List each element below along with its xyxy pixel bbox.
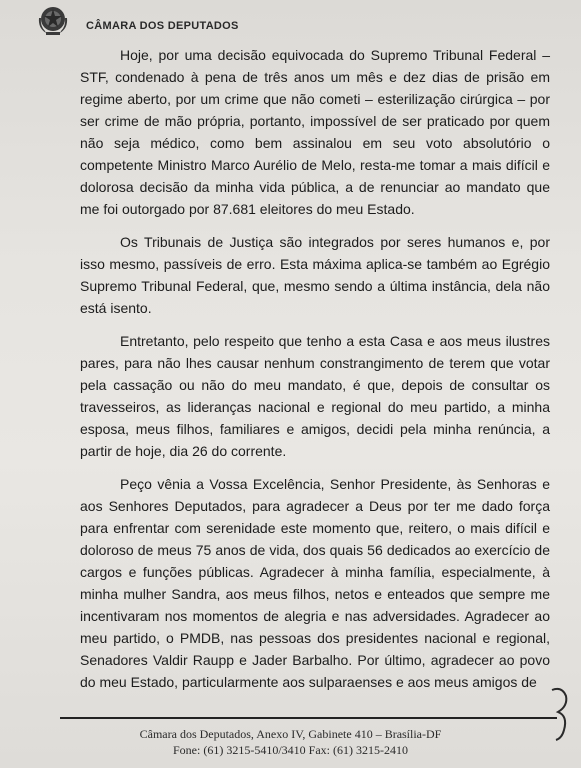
paragraph-4: Peço vênia a Vossa Excelência, Senhor Presidente, às Senhoras e aos Senhores Deputados, para agradecer a Deus por ter me dado força para enfrentar com serenidade este momento que, reitero, o mais difícil e doloroso de meus 75 anos de vida, dos quais 56 dedicados ao exercício de cargos e funções públicas. Agradecer à minha família, especialmente, à minha mulher Sandra, aos meus filhos, netos e enteados que sempre me incentivaram nos momentos de alegria e nas adversidades. Agradecer ao meu partido, o PMDB, nas pessoas dos presidentes nacional e regional, Senadores Valdir Raupp e Jader Barbalho. Por último, agradecer ao povo do meu Estado, particularmente aos sulparaenses e aos meus amigos de	[80, 476, 550, 690]
paragraph-3: Entretanto, pelo respeito que tenho a esta Casa e aos meus ilustres pares, para não lhes causar nenhum constrangimento de terem que votar pela cassação ou não do meu mandato, é que, depois de consultar os travesseiros, as lideranças nacional e regional do meu partido, a minha esposa, meus filhos, familiares e amigos, decidi pela minha renúncia, a partir de hoje, dia 26 do corrente.	[80, 333, 550, 459]
letter-body	[80, 44, 550, 704]
footer-phone: Fone: (61) 3215-5410/3410 Fax: (61) 3215-2410	[173, 743, 408, 757]
header-title: CÂMARA DOS DEPUTADOS	[86, 20, 239, 32]
paragraph-1: Hoje, por uma decisão equivocada do Supremo Tribunal Federal – STF, condenado à pena de três anos um mês e dez dias de prisão em regime aberto, por um crime que não cometi – esterilização cirúrgica – por ser crime de mão própria, portanto, impossível de ser praticado por quem não seja médico, como bem assinalou em seu voto absolutório o competente Ministro Marco Aurélio de Melo, resta-me tomar a mais difícil e dolorosa decisão da minha vida pública, a de renunciar ao mandato que me foi outorgado por 87.681 eleitores do meu Estado.	[80, 47, 550, 217]
paragraph-2: Os Tribunais de Justiça são integrados por seres humanos e, por isso mesmo, passíveis de erro. Esta máxima aplica-se também ao Egrégio Supremo Tribunal Federal, que, mesmo sendo a última instância, dela não está isento.	[80, 234, 550, 316]
footer-address: Câmara dos Deputados, Anexo IV, Gabinete 410 – Brasília-DF	[139, 727, 442, 741]
coat-of-arms-icon	[36, 4, 70, 36]
footer-divider	[60, 717, 557, 719]
